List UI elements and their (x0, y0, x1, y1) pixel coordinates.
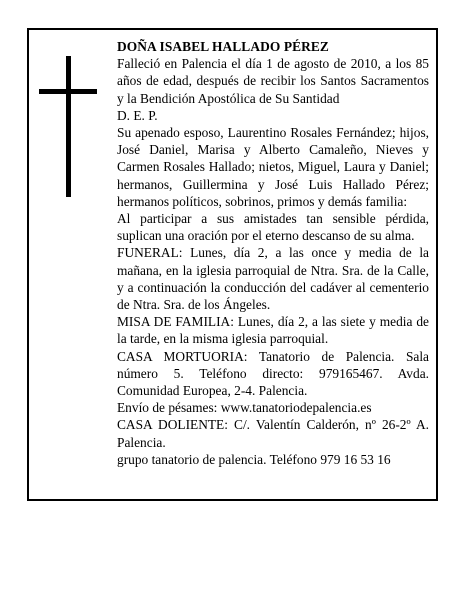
mortuary-info: CASA MORTUORIA: Tanatorio de Palencia. Sala número 5. Teléfono directo: 979165467. Avda. Comunidad Europea, 2-4. Palencia. (117, 348, 429, 399)
cross-horizontal-bar (39, 89, 97, 94)
funeral-info: FUNERAL: Lunes, día 2, a las once y media de la mañana, en la iglesia parroquial de Ntra. Sra. de la Calle, y a continuación la conducción del cadáver al cementerio de Ntra. Sra. de los Ángeles. (117, 245, 429, 313)
death-announcement: Falleció en Palencia el día 1 de agosto de 2010, a los 85 años de edad, después de recibir los Santos Sacramentos y la Bendición Apostólica de Su Santidad (117, 56, 429, 106)
family-mass-info: MISA DE FAMILIA: Lunes, día 2, a las siete y media de la tarde, en la misma iglesia parroquial. (117, 314, 429, 347)
family-list: Su apenado esposo, Laurentino Rosales Fernández; hijos, José Daniel, Marisa y Alberto Camaleño, Nieves y Carmen Rosales Hallado; nietos, Miguel, Laura y Daniel; hermanos, Guillermina y José Luis Hallado Pérez; hermanos políticos, sobrinos, primos y demás familia: (117, 125, 429, 209)
condolences-website: Envío de pésames: www.tanatoriodepalencia.es (117, 400, 372, 416)
funeral-home-contact: grupo tanatorio de palencia. Teléfono 979 16 53 16 (117, 451, 391, 467)
notice-text (117, 38, 429, 468)
rip-line: D. E. P. (117, 107, 158, 123)
cross-vertical-bar (66, 56, 71, 197)
deceased-name: DOÑA ISABEL HALLADO PÉREZ (117, 39, 329, 54)
obituary-notice (27, 28, 438, 501)
mourning-house-info: CASA DOLIENTE: C/. Valentín Calderón, nº 26-2º A. Palencia. (117, 417, 429, 450)
prayer-request: Al participar a sus amistades tan sensible pérdida, suplican una oración por el eterno descanso de su alma. (117, 211, 429, 244)
